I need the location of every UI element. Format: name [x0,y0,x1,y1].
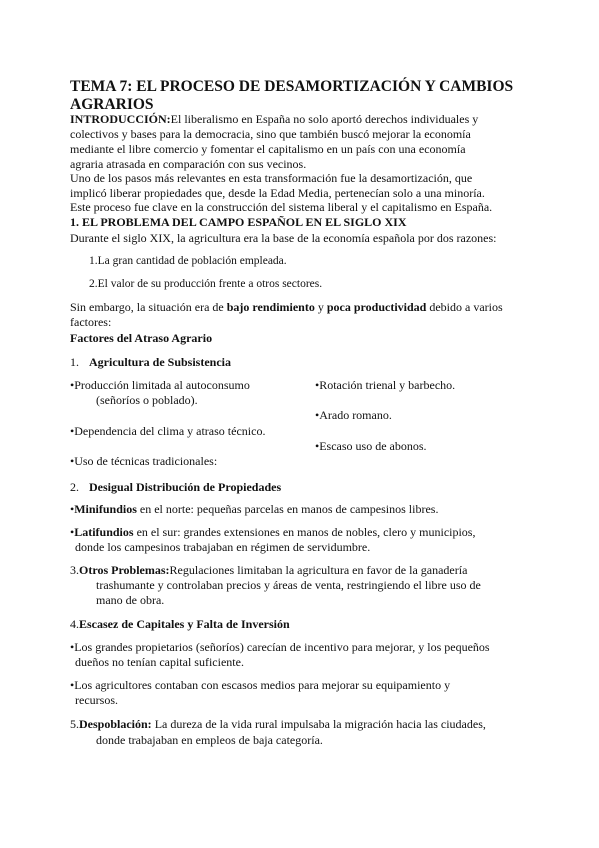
factor-1-right-item-1: •Rotación trienal y barbecho. [315,378,456,392]
minifundios-label: Minifundios [74,502,137,516]
factor-4-bullet-1-line-2: dueños no tenían capital suficiente. [75,655,244,669]
factor-1-left-item-2: •Dependencia del clima y atraso técnico. [70,424,266,438]
intro-line-4: agraria atrasada en comparación con sus vecinos. [70,157,307,171]
factor-5-number: 5. [70,717,79,731]
intro-text: El liberalismo en España no solo aportó derechos individuales y [170,112,479,126]
reason-item-2: 2.El valor de su producción frente a otros sectores. [89,278,323,290]
factor-4-line [70,617,290,632]
reason-item-1: 1.La gran cantidad de población empleada. [89,255,287,267]
intro-line-7: Este proceso fue clave en la construcción del sistema liberal y el capitalismo en España. [70,200,493,214]
intro-line-5: Uno de los pasos más relevantes en esta transformación fue la desamortización, que [70,171,473,185]
factor-5-text: La dureza de la vida rural impulsaba la migración hacia las ciudades, [151,717,486,731]
latifundios-line-2: donde los campesinos trabajaban en régimen de servidumbre. [75,540,371,554]
factor-1-heading: Agricultura de Subsistencia [89,355,232,369]
page-title-line-1: TEMA 7: EL PROCESO DE DESAMORTIZACIÓN Y CAMBIOS [70,78,514,95]
however-line-1 [70,300,503,315]
factor-3-number: 3. [70,563,79,577]
intro-line-1 [70,112,478,127]
factor-3-line-3: mano de obra. [96,593,165,607]
factor-1-right-item-2: •Arado romano. [315,408,392,422]
factor-5-line-2: donde trabajaban en empleos de baja categoría. [96,733,323,747]
latifundios-text: en el sur: grandes extensiones en manos de nobles, clero y municipios, [133,525,476,539]
factor-1-right-item-3: •Escaso uso de abonos. [315,439,427,453]
factor-5-line-1 [70,717,486,732]
despoblacion-label: Despoblación: [79,717,152,731]
factor-1-left-item-1: •Producción limitada al autoconsumo [70,378,250,392]
factor-3-text: Regulaciones limitaban la agricultura en favor de la ganadería [169,563,468,577]
minifundios-text: en el norte: pequeñas parcelas en manos de campesinos libres. [136,502,439,516]
factor-1-left-item-3: •Uso de técnicas tradicionales: [70,454,218,468]
factor-4-bullet-2-line-2: recursos. [75,693,118,707]
section-1-heading: 1. EL PROBLEMA DEL CAMPO ESPAÑOL EN EL SIGLO XIX [70,215,407,229]
minifundios-item: •Minifundios en el norte: pequeñas parcelas en manos de campesinos libres. [70,502,439,516]
factor-1-number: 1. [70,355,79,369]
intro-label: INTRODUCCIÓN: [70,112,171,126]
however-text-post: debido a varios [426,300,503,314]
poca-productividad-label: poca productividad [326,300,427,314]
intro-line-3: mediante el libre comercio y fomentar el capitalismo en un país con una economía [70,142,466,156]
factor-3-line-1 [70,563,467,578]
otros-problemas-label: Otros Problemas: [79,563,170,577]
latifundios-item: •Latifundios en el sur: grandes extensiones en manos de nobles, clero y municipios, [70,525,476,539]
bajo-rendimiento-label: bajo rendimiento [226,300,315,314]
factor-4-number: 4. [70,617,79,631]
factor-4-heading: Escasez de Capitales y Falta de Inversión [79,617,290,631]
factor-4-bullet-2-line-1: •Los agricultores contaban con escasos medios para mejorar su equipamiento y [70,678,451,692]
factors-heading: Factores del Atraso Agrario [70,331,213,345]
factor-2-heading: Desigual Distribución de Propiedades [89,480,282,494]
section-1-text: Durante el siglo XIX, la agricultura era la base de la economía española por dos razones: [70,231,497,245]
factor-1-left-item-1b: (señoríos o poblado). [96,393,198,407]
factor-4-bullet-1-line-1: •Los grandes propietarios (señoríos) carecían de incentivo para mejorar, y los pequeños [70,640,490,654]
however-text-pre: Sin embargo, la situación era de [70,300,227,314]
however-line-2: factores: [70,315,112,329]
intro-line-6: implicó liberar propiedades que, desde la Edad Media, pertenecían solo a una minoría. [70,186,485,200]
intro-line-2: colectivos y bases para la democracia, sino que también buscó mejorar la economía [70,127,471,141]
factor-2-number: 2. [70,480,79,494]
factor-3-line-2: trashumante y controlaban precios y áreas de venta, restringiendo el libre uso de [96,578,481,592]
page-title-line-2: AGRARIOS [70,96,154,113]
latifundios-label: Latifundios [74,525,134,539]
however-text-mid: y [314,300,327,314]
